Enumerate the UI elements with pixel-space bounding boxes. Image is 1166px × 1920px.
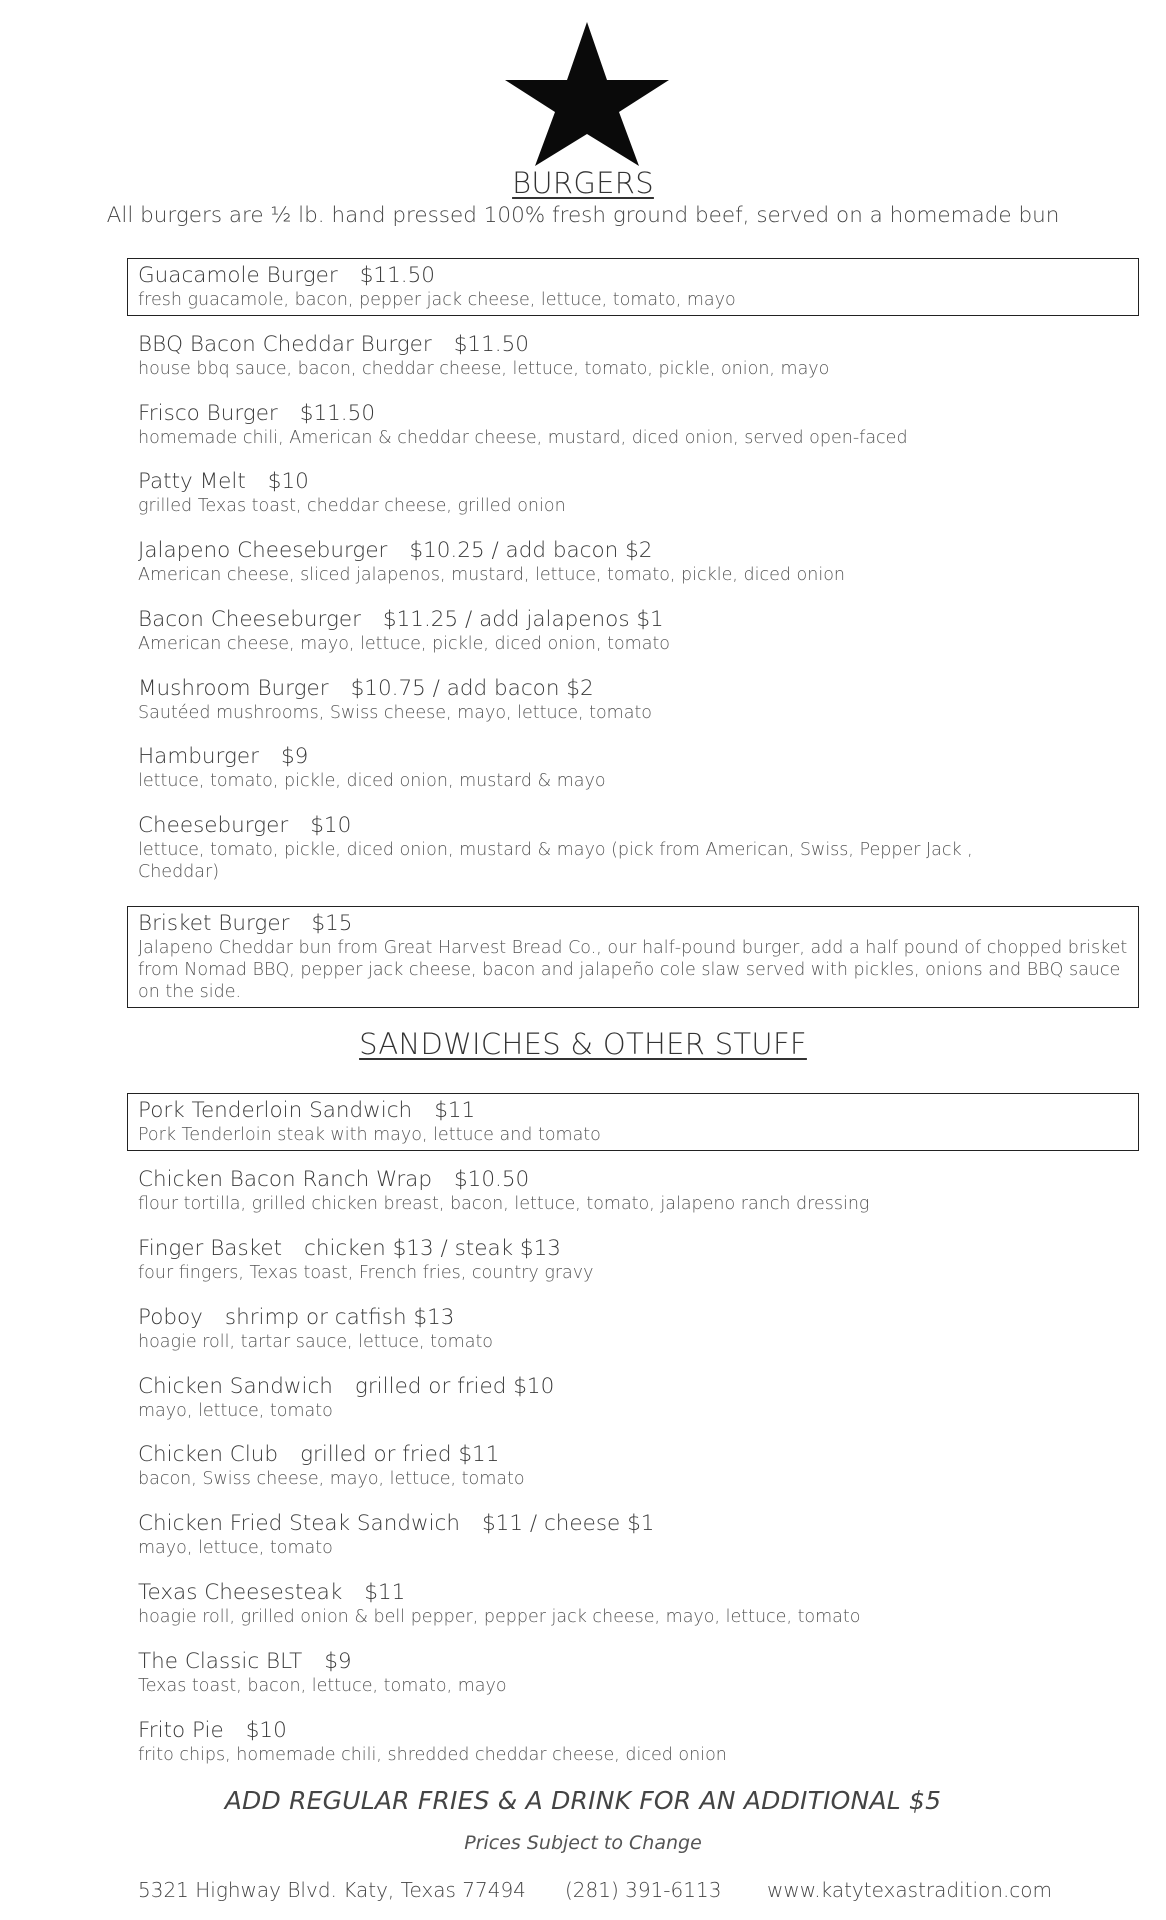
menu-item [138, 1648, 1038, 1697]
footer-phone: (281) 391-6113 [565, 1878, 722, 1902]
item-description: Sautéed mushrooms, Swiss cheese, mayo, lettuce, tomato [138, 703, 653, 723]
item-description: lettuce, tomato, pickle, diced onion, mustard & mayo (pick from American, Swiss, Pepper Jack , Cheddar) [138, 840, 973, 882]
item-description: hoagie roll, tartar sauce, lettuce, tomato [138, 1332, 494, 1352]
item-description: frito chips, homemade chili, shredded cheddar cheese, diced onion [138, 1745, 727, 1765]
item-description: mayo, lettuce, tomato [138, 1401, 333, 1421]
menu-item [138, 1717, 1038, 1766]
menu-item [127, 258, 1139, 316]
menu-item [138, 1510, 1038, 1559]
star-logo-icon [503, 20, 671, 168]
item-description: Texas toast, bacon, lettuce, tomato, mayo [138, 1676, 507, 1696]
item-price: $15 [311, 911, 353, 936]
item-name: Frito Pie [138, 1718, 224, 1743]
item-name: Pork Tenderloin Sandwich [138, 1098, 413, 1123]
item-price: $10.50 [454, 1167, 530, 1192]
menu-item [138, 468, 1038, 517]
menu-item [138, 1166, 1038, 1215]
menu-item [138, 812, 1038, 883]
item-name: Finger Basket [138, 1236, 283, 1261]
item-price: $9 [281, 744, 309, 769]
item-name: Chicken Club [138, 1442, 279, 1467]
item-price: $10 [245, 1718, 287, 1743]
menu-item [138, 331, 1038, 380]
item-name: Hamburger [138, 744, 259, 769]
item-description: Jalapeno Cheddar bun from Great Harvest Bread Co., our half-pound burger, add a half pound of chopped brisket from Nomad BBQ, pepper jack cheese, bacon and jalapeño cole slaw served with pickles, onions and BBQ sauce on the side. [138, 938, 1128, 1002]
item-price: $10.25 / add bacon $2 [409, 538, 653, 563]
burgers-subtitle: All burgers are ½ lb. hand pressed 100% fresh ground beef, served on a homemade bun [106, 203, 1060, 228]
item-name: Chicken Sandwich [138, 1374, 333, 1399]
sandwiches-title: SANDWICHES & OTHER STUFF [359, 1027, 807, 1061]
item-description: hoagie roll, grilled onion & bell pepper, pepper jack cheese, mayo, lettuce, tomato [138, 1607, 861, 1627]
item-price: $10.75 / add bacon $2 [350, 676, 594, 701]
burgers-title: BURGERS [512, 166, 654, 200]
item-price: grilled or fried $11 [300, 1442, 500, 1467]
item-description: grilled Texas toast, cheddar cheese, grilled onion [138, 496, 566, 516]
menu-item [138, 1304, 1038, 1353]
menu-item [138, 1441, 1038, 1490]
item-description: lettuce, tomato, pickle, diced onion, mustard & mayo [138, 771, 606, 791]
item-name: Cheeseburger [138, 813, 289, 838]
menu-item [138, 400, 1038, 449]
item-price: $11.50 [453, 332, 529, 357]
item-price: $11 [434, 1098, 476, 1123]
item-description: four fingers, Texas toast, French fries, country gravy [138, 1263, 594, 1283]
item-description: bacon, Swiss cheese, mayo, lettuce, tomato [138, 1469, 525, 1489]
item-name: Guacamole Burger [138, 263, 338, 288]
item-price: grilled or fried $10 [354, 1374, 555, 1399]
item-name: BBQ Bacon Cheddar Burger [138, 332, 432, 357]
item-description: American cheese, sliced jalapenos, mustard, lettuce, tomato, pickle, diced onion [138, 565, 846, 585]
item-description: house bbq sauce, bacon, cheddar cheese, lettuce, tomato, pickle, onion, mayo [138, 359, 830, 379]
item-name: Bacon Cheeseburger [138, 607, 361, 632]
item-description: fresh guacamole, bacon, pepper jack cheese, lettuce, tomato, mayo [138, 290, 736, 310]
item-description: mayo, lettuce, tomato [138, 1538, 333, 1558]
price-note: Prices Subject to Change [464, 1832, 702, 1854]
footer-address: 5321 Highway Blvd. Katy, Texas 77494 [138, 1878, 526, 1902]
menu-item [138, 1579, 1038, 1628]
item-price: $11.50 [359, 263, 435, 288]
menu-item [138, 743, 1038, 792]
item-price: $11 / cheese $1 [482, 1511, 655, 1536]
item-name: Mushroom Burger [138, 676, 329, 701]
menu-item [138, 1235, 1038, 1284]
menu-item [127, 906, 1139, 1008]
item-price: chicken $13 / steak $13 [304, 1236, 561, 1261]
menu-item [138, 606, 1038, 655]
menu-item [127, 1093, 1139, 1151]
item-description: homemade chili, American & cheddar cheese, mustard, diced onion, served open-faced [138, 428, 908, 448]
item-name: Chicken Bacon Ranch Wrap [138, 1167, 432, 1192]
item-price: $10 [267, 469, 309, 494]
item-price: $10 [310, 813, 352, 838]
item-name: Poboy [138, 1305, 203, 1330]
item-price: $11 [364, 1580, 406, 1605]
menu-item [138, 537, 1038, 586]
item-name: Chicken Fried Steak Sandwich [138, 1511, 460, 1536]
item-name: Frisco Burger [138, 401, 278, 426]
item-name: Patty Melt [138, 469, 246, 494]
item-description: flour tortilla, grilled chicken breast, bacon, lettuce, tomato, jalapeno ranch dressing [138, 1194, 870, 1214]
item-price: $9 [324, 1649, 352, 1674]
footer-website: www.katytexastradition.com [767, 1878, 1053, 1902]
item-name: Jalapeno Cheeseburger [138, 538, 388, 563]
item-name: The Classic BLT [138, 1649, 303, 1674]
menu-item [138, 675, 1038, 724]
item-price: $11.25 / add jalapenos $1 [382, 607, 664, 632]
promo-banner: ADD REGULAR FRIES & A DRINK FOR AN ADDITIONAL $5 [224, 1786, 942, 1815]
menu-item [138, 1373, 1038, 1422]
item-description: Pork Tenderloin steak with mayo, lettuce and tomato [138, 1125, 601, 1145]
item-name: Texas Cheesesteak [138, 1580, 343, 1605]
item-price: $11.50 [299, 401, 375, 426]
item-name: Brisket Burger [138, 911, 290, 936]
item-price: shrimp or catfish $13 [224, 1305, 455, 1330]
item-description: American cheese, mayo, lettuce, pickle, diced onion, tomato [138, 634, 671, 654]
